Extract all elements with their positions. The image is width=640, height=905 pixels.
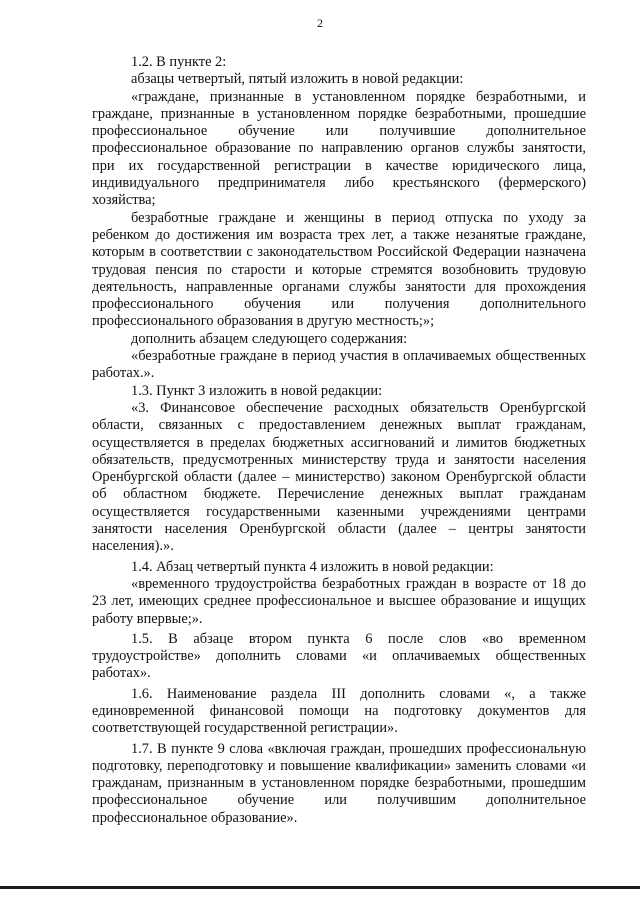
clause-1-3-heading: 1.3. Пункт 3 изложить в новой редакции: [131, 382, 383, 399]
bottom-rule [0, 886, 640, 889]
clause-1-2-addition-intro: дополнить абзацем следующего содержания: [131, 330, 408, 347]
clause-1-2-heading: 1.2. В пункте 2: [131, 54, 227, 70]
clause-1-5: 1.5. В абзаце втором пункта 6 после слов «во временном трудоустройстве» дополнить словами «и оплачиваемых общественных работах». [92, 630, 586, 682]
clause-1-6: 1.6. Наименование раздела III дополнить словами «, а также единовременной финансовой помощи на подготовку документов для соответствующей государственной регистрации». [92, 685, 586, 737]
clause-1-2-intro: абзацы четвертый, пятый изложить в новой редакции: [131, 71, 464, 88]
clause-1-3-text: «3. Финансовое обеспечение расходных обязательств Оренбургской области, связанных с предоставлением денежных выплат гражданам, осуществляется в пределах бюджетных ассигнований и лимитов бюджетных обязательств, предусмотренных министерству труда и занятости населения Оренбургской области (далее – министерство) законом Оренбургской области об областном бюджете. Перечисление денежных выплат гражданам осуществляется государственными казенными учреждениями центрами занятости населения Оренбургской области (далее – центры занятости населения).». [92, 399, 586, 555]
clause-1-2-paragraph-5: безработные граждане и женщины в период отпуска по уходу за ребенком до достижения им возраста трех лет, а также незанятые граждане, которым в соответствии с законодательством Российской Федерации назначена трудовая пенсия по старости и которые стремятся возобновить трудовую деятельность, направленные органами службы занятости для прохождения профессионального обучения или получения дополнительного профессионального образования в другую местность;»; [92, 209, 586, 330]
clause-1-2-paragraph-4: «граждане, признанные в установленном порядке безработными, и граждане, признанные в установленном порядке безработными, прошедшие профессиональное обучение или получившие дополнительное профессиональное образование по направлению органов службы занятости, при их государственной регистрации в качестве юридического лица, индивидуального предпринимателя либо крестьянского (фермерского) хозяйства; [92, 88, 586, 209]
clause-1-4-text: «временного трудоустройства безработных граждан в возрасте от 18 до 23 лет, имеющих среднее профессиональное и высшее образование и ищущих работу впервые;». [92, 575, 586, 627]
clause-1-7: 1.7. В пункте 9 слова «включая граждан, прошедших профессиональную подготовку, переподготовку и повышение квалификации» заменить словами «и гражданам, признанным в установленном порядке безработными, прошедшим профессиональное обучение или получившим дополнительное профессиональное образование». [92, 740, 586, 826]
clause-1-2-addition-text: «безработные граждане в период участия в оплачиваемых общественных работах.». [92, 348, 586, 382]
clause-1-4-heading: 1.4. Абзац четвертый пункта 4 изложить в новой редакции: [131, 558, 494, 575]
document-body [92, 54, 586, 827]
page-number: 2 [317, 16, 323, 30]
